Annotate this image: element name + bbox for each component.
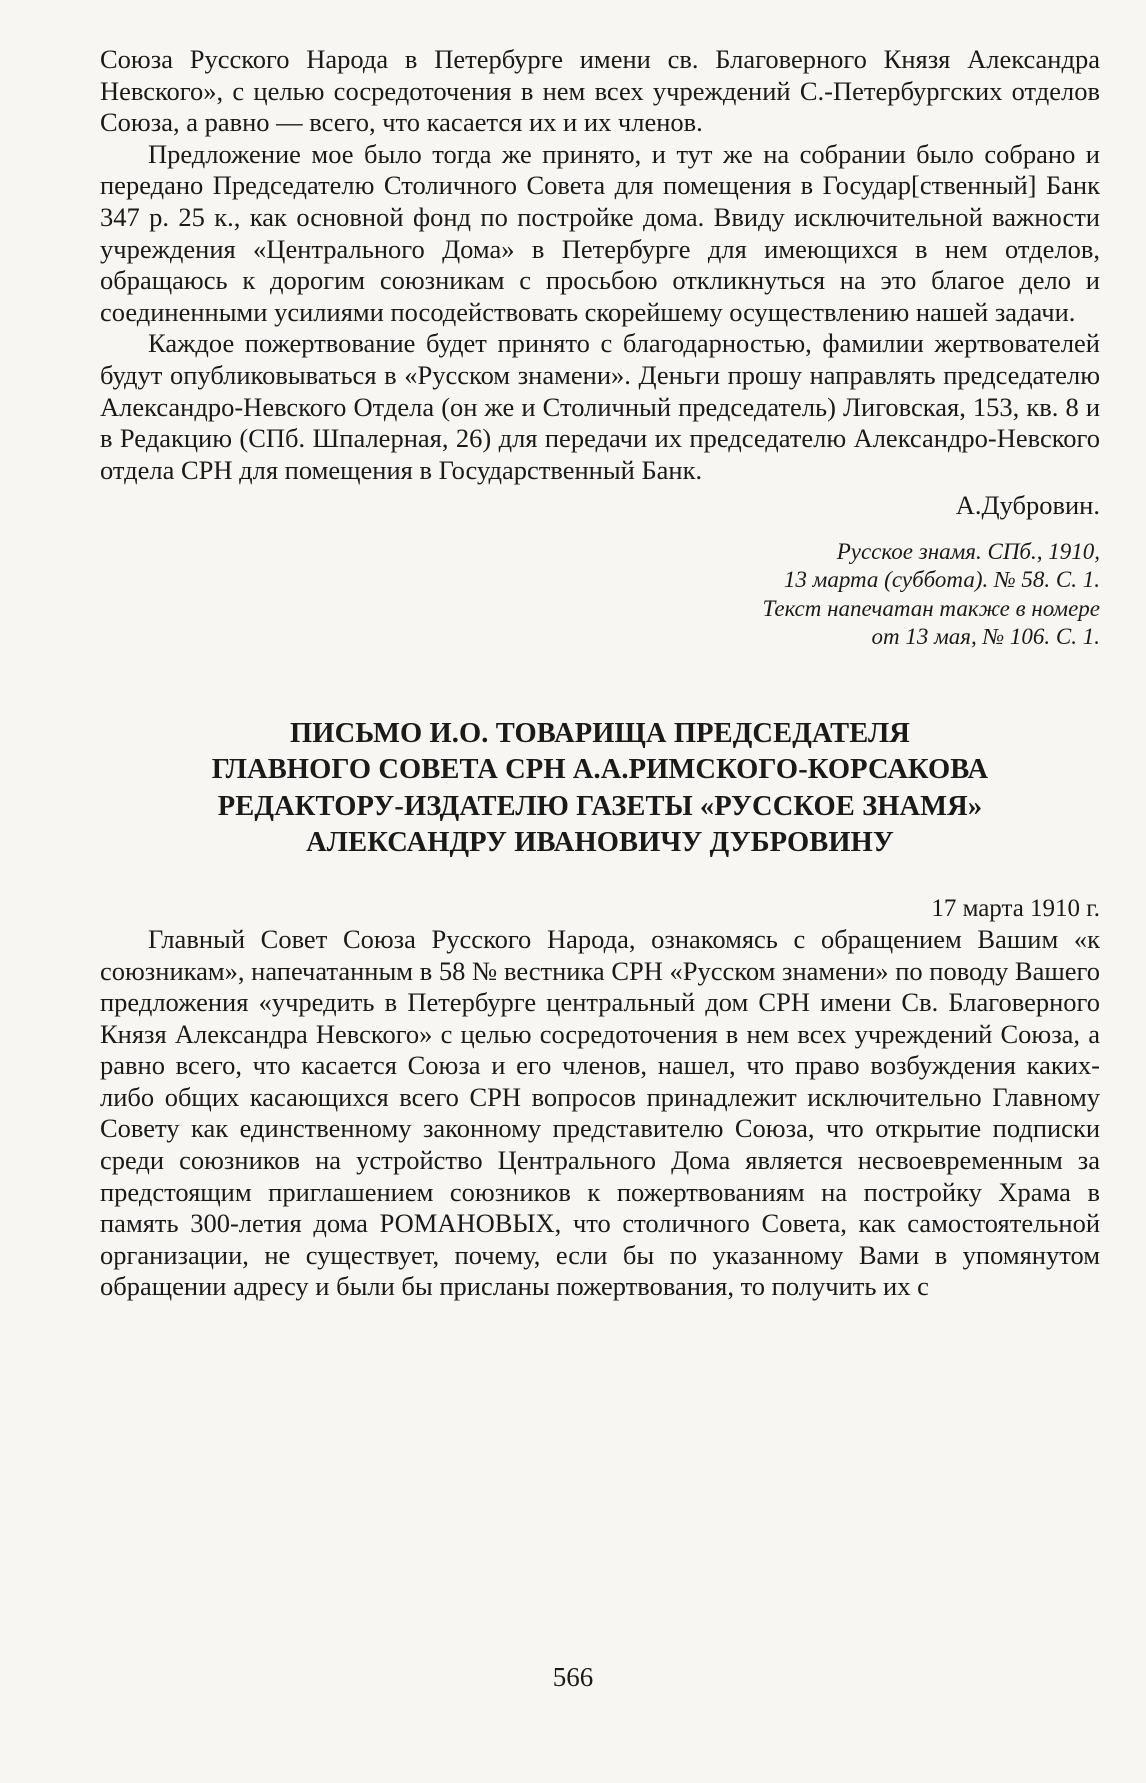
article-paragraph-1: Союза Русского Народа в Петербурге имени св. Благоверного Князя Александра Невского», с целью сосредоточения в нем всех учреждений С.-Петербургских отделов Союза, а равно — всего, что касается их и их членов.	[100, 44, 1100, 138]
letter-title	[100, 716, 1100, 862]
article-paragraph-2: Предложение мое было тогда же принято, и тут же на собрании было собрано и передано Председателю Столичного Совета для помещения в Государ[ственный] Банк 347 р. 25 к., как основной фонд по постройке дома. Ввиду исключительной важности учреждения «Центрального Дома» в Петербурге для имеющихся в нем отделов, обращаюсь к дорогим союзникам с просьбою откликнуться на это благое дело и соединенными усилиями посодействовать скорейшему осуществлению нашей задачи.	[100, 138, 1100, 327]
article-signature: А.Дубровин.	[955, 490, 1100, 521]
source-line: 13 марта (суббота). № 58. С. 1.	[783, 567, 1100, 593]
page-number: 566	[552, 1662, 594, 1692]
letter-date: 17 марта 1910 г.	[931, 894, 1100, 922]
letter-title-line: РЕДАКТОРУ-ИЗДАТЕЛЮ ГАЗЕТЫ «РУССКОЕ ЗНАМЯ»	[217, 790, 983, 822]
source-citation	[100, 538, 1100, 652]
source-line: Русское знамя. СПб., 1910,	[836, 538, 1100, 564]
letter-title-line: ПИСЬМО И.О. ТОВАРИЩА ПРЕДСЕДАТЕЛЯ	[290, 717, 910, 749]
source-line: от 13 мая, № 106. С. 1.	[871, 624, 1100, 650]
letter-title-line: ГЛАВНОГО СОВЕТА СРН А.А.РИМСКОГО-КОРСАКОВА	[211, 754, 989, 786]
source-line: Текст напечатан также в номере	[762, 595, 1100, 621]
page-content	[100, 44, 1100, 1303]
letter-title-line: АЛЕКСАНДРУ ИВАНОВИЧУ ДУБРОВИНУ	[306, 827, 894, 859]
article-paragraph-3: Каждое пожертвование будет принято с благодарностью, фамилии жертвователей будут опубликовываться в «Русском знамени». Деньги прошу направлять председателю Александро-Невского Отдела (он же и Столичный председатель) Лиговская, 153, кв. 8 и в Редакцию (СПб. Шпалерная, 26) для передачи их председателю Александро-Невского отдела СРН для помещения в Государственный Банк.	[100, 328, 1100, 485]
letter-body: Главный Совет Союза Русского Народа, ознакомясь с обращением Вашим «к союзникам», напечатанным в 58 № вестника СРН «Русском знамени» по поводу Вашего предложения «учредить в Петербурге центральный дом СРН имени Св. Благоверного Князя Александра Невского» с целью сосредоточения в нем всех учреждений Союза, а равно всего, что касается Союза и его членов, нашел, что право возбуждения каких-либо общих касающихся всего СРН вопросов принадлежит исключительно Главному Совету как единственному законному представителю Союза, что открытие подписки среди союзников на устройство Центрального Дома является несвоевременным за предстоящим приглашением союзников к пожертвованиям на постройку Храма в память 300-летия дома РОМАНОВЫХ, что столичного Совета, как самостоятельной организации, не существует, почему, если бы по указанному Вами в упомянутом обращении адресу и были бы присланы пожертвования, то получить их с	[100, 923, 1100, 1302]
